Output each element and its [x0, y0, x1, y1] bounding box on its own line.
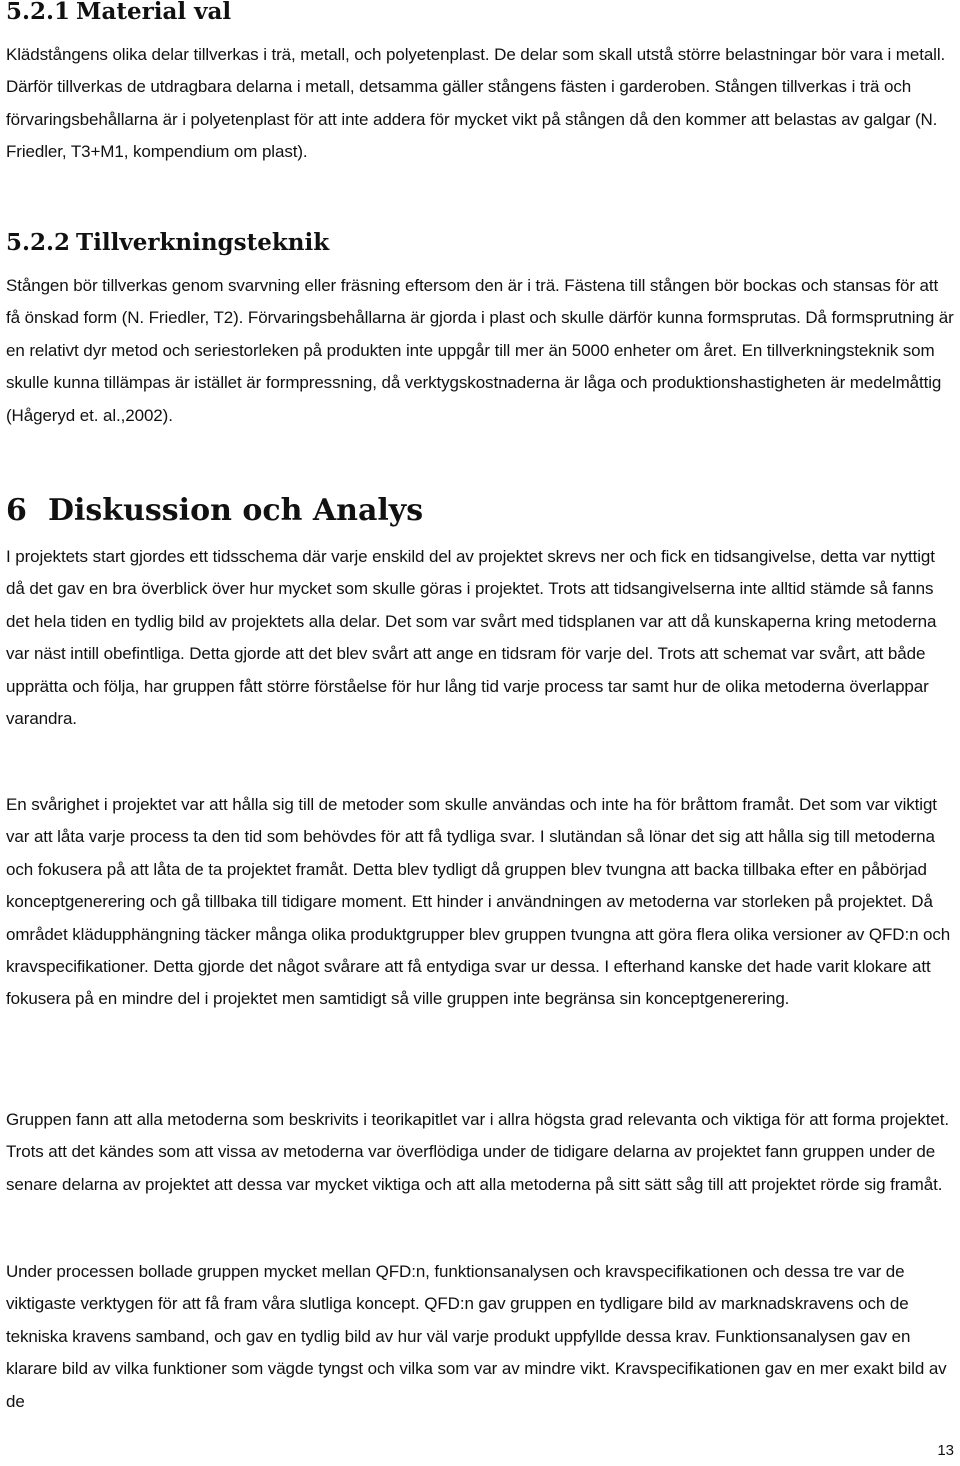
heading-5-2-1 [6, 0, 231, 27]
paragraph: I projektets start gjordes ett tidsschema där varje enskild del av projektet skrevs ner och fick en tidsangivelse, detta var nyttigt då det gav en bra överblick över hur mycket som skulle göras i projektet. Trots att tidsangivelserna inte alltid stämde så fanns det hela tiden en tydlig bild av projektets alla delar. Det som var svårt med tidsplanen var att då kunskaperna kring metoderna var näst intill obefintliga. Detta gjorde att det blev svårt att ange en tidsram för varje del. Trots att schemat var svårt, att både upprätta och följa, har gruppen fått större förståelse för hur lång tid varje process tar samt hur de olika metoderna överlappar varandra. [6, 547, 937, 729]
paragraph: En svårighet i projektet var att hålla sig till de metoder som skulle användas och inte ha för bråttom framåt. Det som var viktigt var att låta varje process ta den tid som behövdes för att få tydliga svar. I slutändan så lönar det sig att hålla sig till metoderna och fokusera på att låta de ta projektet framåt. Detta blev tydligt då gruppen blev tvungna att backa tillbaka efter en påbörjad konceptgenerering och gå tillbaka till tidigare moment. Ett hinder i användningen av metoderna var storleken på projektet. Då området klädupphängning täcker många olika produktgrupper blev gruppen tvungna att göra flera olika versioner av QFD:n och kravspecifikationer. Detta gjorde det något svårare att få entydiga svar ur dessa. I efterhand kanske det hade varit klokare att fokusera på en mindre del i projektet men samtidigt så ville gruppen inte begränsa sin konceptgenerering. [6, 795, 951, 1009]
heading-6 [6, 491, 423, 531]
heading-number: 5.2.2 [6, 229, 71, 256]
heading-number: 5.2.1 [6, 0, 71, 25]
heading-5-2-2 [6, 228, 329, 258]
paragraph-material-val: Klädstångens olika delar tillverkas i trä, metall, och polyetenplast. De delar som skall utstå större belastningar bör vara i metall. Därför tillverkas de utdragbara delarna i metall, detsamma gäller stångens fästen i garderoben. Stången tillverkas i trä och förvaringsbehållarna är i polyetenplast för att inte addera för mycket vikt på stången då den kommer att belastas av galgar (N. Friedler, T3+M1, kompendium om plast). [6, 45, 946, 162]
heading-title: Material val [76, 0, 232, 25]
paragraph: Under processen bollade gruppen mycket mellan QFD:n, funktionsanalysen och kravspecifikationen och dessa tre var de viktigaste verktygen för att få fram våra slutliga koncept. QFD:n gav gruppen en tydligare bild av marknadskravens och de tekniska kravens samband, och gav en tydlig bild av hur väl varje produkt uppfyllde dessa krav. Funktionsanalysen gav en klarare bild av vilka funktioner som vägde tyngst och vilka som var av mindre vikt. Kravspecifikationen gav en mer exakt bild av de [6, 1262, 947, 1411]
heading-title: Tillverkningsteknik [76, 229, 330, 256]
heading-number: 6 [6, 493, 27, 528]
heading-title: Diskussion och Analys [48, 493, 424, 528]
paragraph: Gruppen fann att alla metoderna som beskrivits i teorikapitlet var i allra högsta grad relevanta och viktiga för att forma projektet. Trots att det kändes som att vissa av metoderna var överflödiga under de tidigare delarna av projektet fann gruppen under de senare delarna av projektet att dessa var mycket viktiga och att alla metoderna på sitt sätt såg till att projektet rörde sig framåt. [6, 1110, 949, 1194]
page-number: 13 [937, 1442, 954, 1459]
paragraph-tillverkningsteknik: Stången bör tillverkas genom svarvning eller fräsning eftersom den är i trä. Fästena till stången bör bockas och stansas för att få önskad form (N. Friedler, T2). Förvaringsbehållarna är gjorda i plast och skulle därför kunna formsprutas. Då formsprutning är en relativt dyr metod och seriestorleken på produkten inte uppgår till mer än 5000 enheter om året. En tillverkningsteknik som skulle kunna tillämpas är istället är formpressning, då verktygskostnaderna är låga och produktionshastigheten är medelmåttig (Hågeryd et. al.,2002). [6, 276, 954, 425]
